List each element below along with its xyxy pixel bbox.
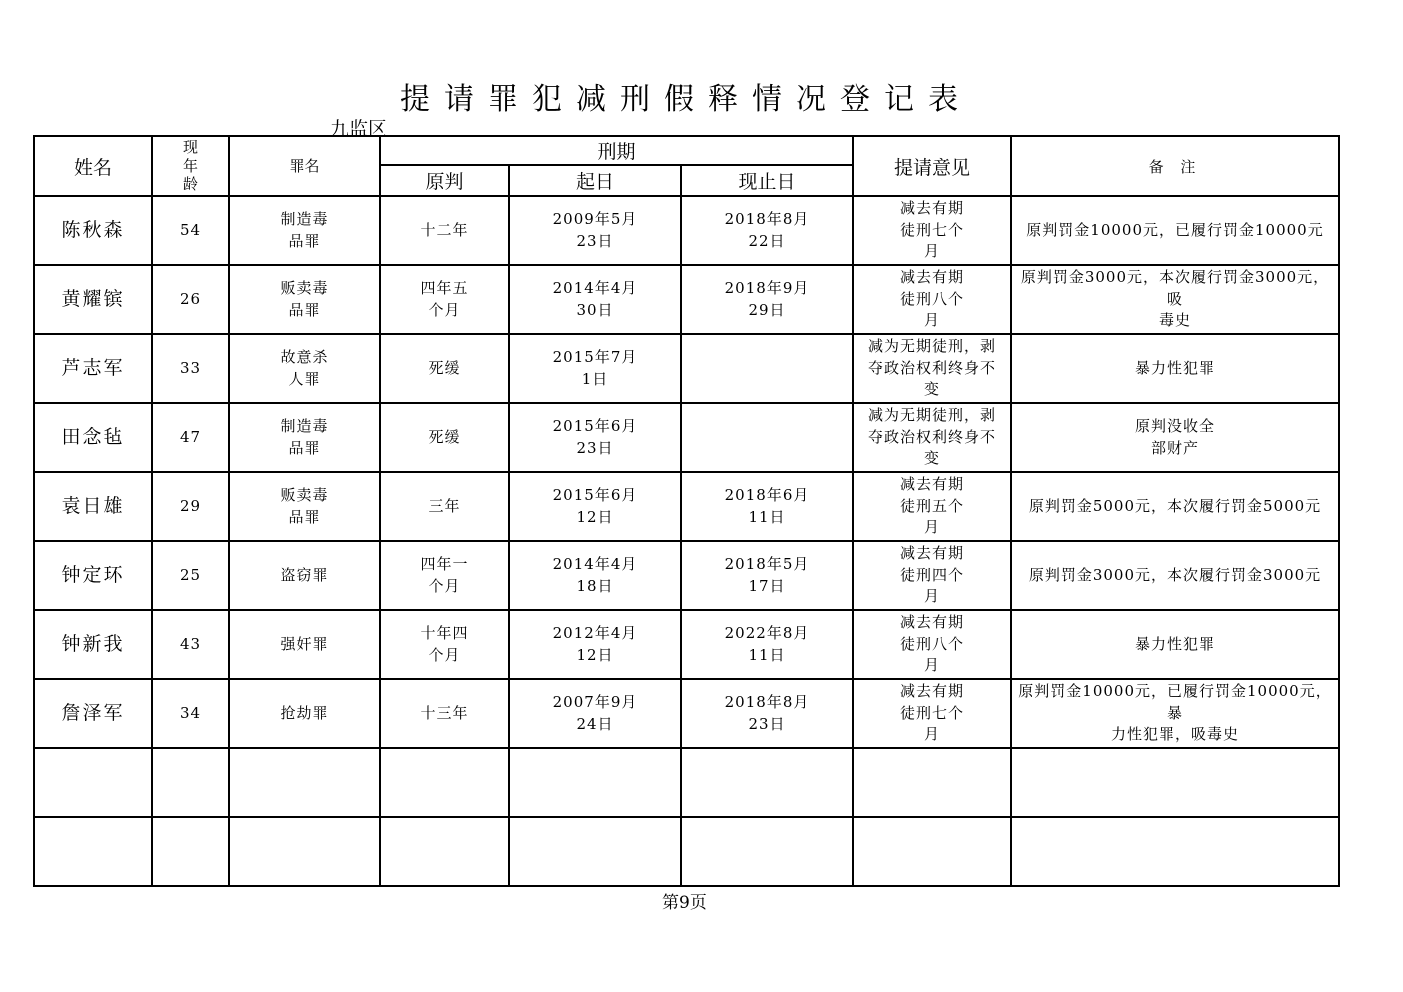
- cell-age: 43: [152, 610, 229, 679]
- cell-remark: [1011, 748, 1339, 817]
- cell-start: 2014年4月 18日: [509, 541, 681, 610]
- cell-original: 四年五 个月: [380, 265, 509, 334]
- cell-name: 钟定环: [34, 541, 152, 610]
- table-row: [34, 196, 1339, 265]
- cell-remark: [1011, 817, 1339, 886]
- cell-original: [380, 817, 509, 886]
- cell-end: 2018年9月 29日: [681, 265, 853, 334]
- cell-original: 死缓: [380, 334, 509, 403]
- cell-name: 钟新我: [34, 610, 152, 679]
- cell-end: [681, 817, 853, 886]
- table-row: [34, 817, 1339, 886]
- cell-crime: 贩卖毒 品罪: [229, 265, 380, 334]
- cell-opinion: 减去有期 徒刑七个 月: [853, 679, 1011, 748]
- cell-crime: 盗窃罪: [229, 541, 380, 610]
- cell-crime: 抢劫罪: [229, 679, 380, 748]
- cell-end: 2018年5月 17日: [681, 541, 853, 610]
- cell-end: 2018年6月 11日: [681, 472, 853, 541]
- cell-remark: 原判罚金5000元，本次履行罚金5000元: [1011, 472, 1339, 541]
- cell-name: 詹泽军: [34, 679, 152, 748]
- cell-age: 54: [152, 196, 229, 265]
- table-row: [34, 265, 1339, 334]
- table-row: [34, 472, 1339, 541]
- cell-original: [380, 748, 509, 817]
- cell-age: 34: [152, 679, 229, 748]
- cell-remark: 原判罚金10000元，已履行罚金10000元，暴 力性犯罪，吸毒史: [1011, 679, 1339, 748]
- cell-remark: 原判罚金10000元，已履行罚金10000元: [1011, 196, 1339, 265]
- cell-end: 2022年8月 11日: [681, 610, 853, 679]
- register-table: [33, 135, 1340, 887]
- table-row: [34, 541, 1339, 610]
- cell-crime: 故意杀 人罪: [229, 334, 380, 403]
- page-number: 第9页: [662, 893, 707, 913]
- cell-original: 十二年: [380, 196, 509, 265]
- header-age: 现 年 龄: [152, 136, 229, 196]
- cell-opinion: 减去有期 徒刑四个 月: [853, 541, 1011, 610]
- cell-crime: 强奸罪: [229, 610, 380, 679]
- cell-start: 2015年6月 12日: [509, 472, 681, 541]
- cell-start: 2007年9月 24日: [509, 679, 681, 748]
- table-row: [34, 610, 1339, 679]
- cell-crime: [229, 748, 380, 817]
- cell-original: 十三年: [380, 679, 509, 748]
- district-label: 九监区: [330, 118, 388, 140]
- cell-name: 黄耀镔: [34, 265, 152, 334]
- cell-name: 袁日雄: [34, 472, 152, 541]
- table-row: [34, 334, 1339, 403]
- table-row: [34, 679, 1339, 748]
- cell-start: [509, 748, 681, 817]
- cell-age: [152, 748, 229, 817]
- cell-end: [681, 334, 853, 403]
- cell-age: 33: [152, 334, 229, 403]
- cell-remark: 暴力性犯罪: [1011, 334, 1339, 403]
- cell-opinion: 减为无期徒刑，剥 夺政治权利终身不 变: [853, 334, 1011, 403]
- cell-remark: 原判没收全 部财产: [1011, 403, 1339, 472]
- header-sentence-group: 刑期: [380, 136, 853, 165]
- cell-start: 2015年6月 23日: [509, 403, 681, 472]
- cell-end: [681, 748, 853, 817]
- cell-opinion: 减为无期徒刑，剥 夺政治权利终身不 变: [853, 403, 1011, 472]
- cell-start: 2015年7月 1日: [509, 334, 681, 403]
- cell-original: 四年一 个月: [380, 541, 509, 610]
- cell-start: [509, 817, 681, 886]
- cell-remark: 原判罚金3000元，本次履行罚金3000元，吸 毒史: [1011, 265, 1339, 334]
- cell-opinion: 减去有期 徒刑八个 月: [853, 610, 1011, 679]
- cell-age: 25: [152, 541, 229, 610]
- header-opinion: 提请意见: [853, 136, 1011, 196]
- cell-opinion: 减去有期 徒刑八个 月: [853, 265, 1011, 334]
- cell-crime: 制造毒 品罪: [229, 403, 380, 472]
- header-start: 起日: [509, 165, 681, 196]
- cell-opinion: 减去有期 徒刑五个 月: [853, 472, 1011, 541]
- cell-end: 2018年8月 23日: [681, 679, 853, 748]
- cell-original: 死缓: [380, 403, 509, 472]
- cell-original: 三年: [380, 472, 509, 541]
- cell-original: 十年四 个月: [380, 610, 509, 679]
- cell-name: [34, 748, 152, 817]
- cell-name: 陈秋森: [34, 196, 152, 265]
- header-original: 原判: [380, 165, 509, 196]
- cell-age: 26: [152, 265, 229, 334]
- header-crime: 罪名: [229, 136, 380, 196]
- cell-name: 田念毡: [34, 403, 152, 472]
- cell-opinion: [853, 748, 1011, 817]
- cell-end: [681, 403, 853, 472]
- cell-start: 2009年5月 23日: [509, 196, 681, 265]
- header-end: 现止日: [681, 165, 853, 196]
- page-title: 提请罪犯减刑假释情况登记表: [400, 82, 972, 117]
- table-row: [34, 403, 1339, 472]
- cell-name: [34, 817, 152, 886]
- cell-remark: 原判罚金3000元，本次履行罚金3000元: [1011, 541, 1339, 610]
- cell-crime: 制造毒 品罪: [229, 196, 380, 265]
- header-name: 姓名: [34, 136, 152, 196]
- cell-opinion: [853, 817, 1011, 886]
- cell-age: 47: [152, 403, 229, 472]
- cell-age: [152, 817, 229, 886]
- cell-name: 芦志军: [34, 334, 152, 403]
- cell-crime: [229, 817, 380, 886]
- cell-age: 29: [152, 472, 229, 541]
- table-body: [34, 196, 1339, 886]
- cell-start: 2012年4月 12日: [509, 610, 681, 679]
- cell-end: 2018年8月 22日: [681, 196, 853, 265]
- cell-crime: 贩卖毒 品罪: [229, 472, 380, 541]
- header-remark: 备 注: [1011, 136, 1339, 196]
- cell-opinion: 减去有期 徒刑七个 月: [853, 196, 1011, 265]
- table-row: [34, 748, 1339, 817]
- cell-start: 2014年4月 30日: [509, 265, 681, 334]
- cell-remark: 暴力性犯罪: [1011, 610, 1339, 679]
